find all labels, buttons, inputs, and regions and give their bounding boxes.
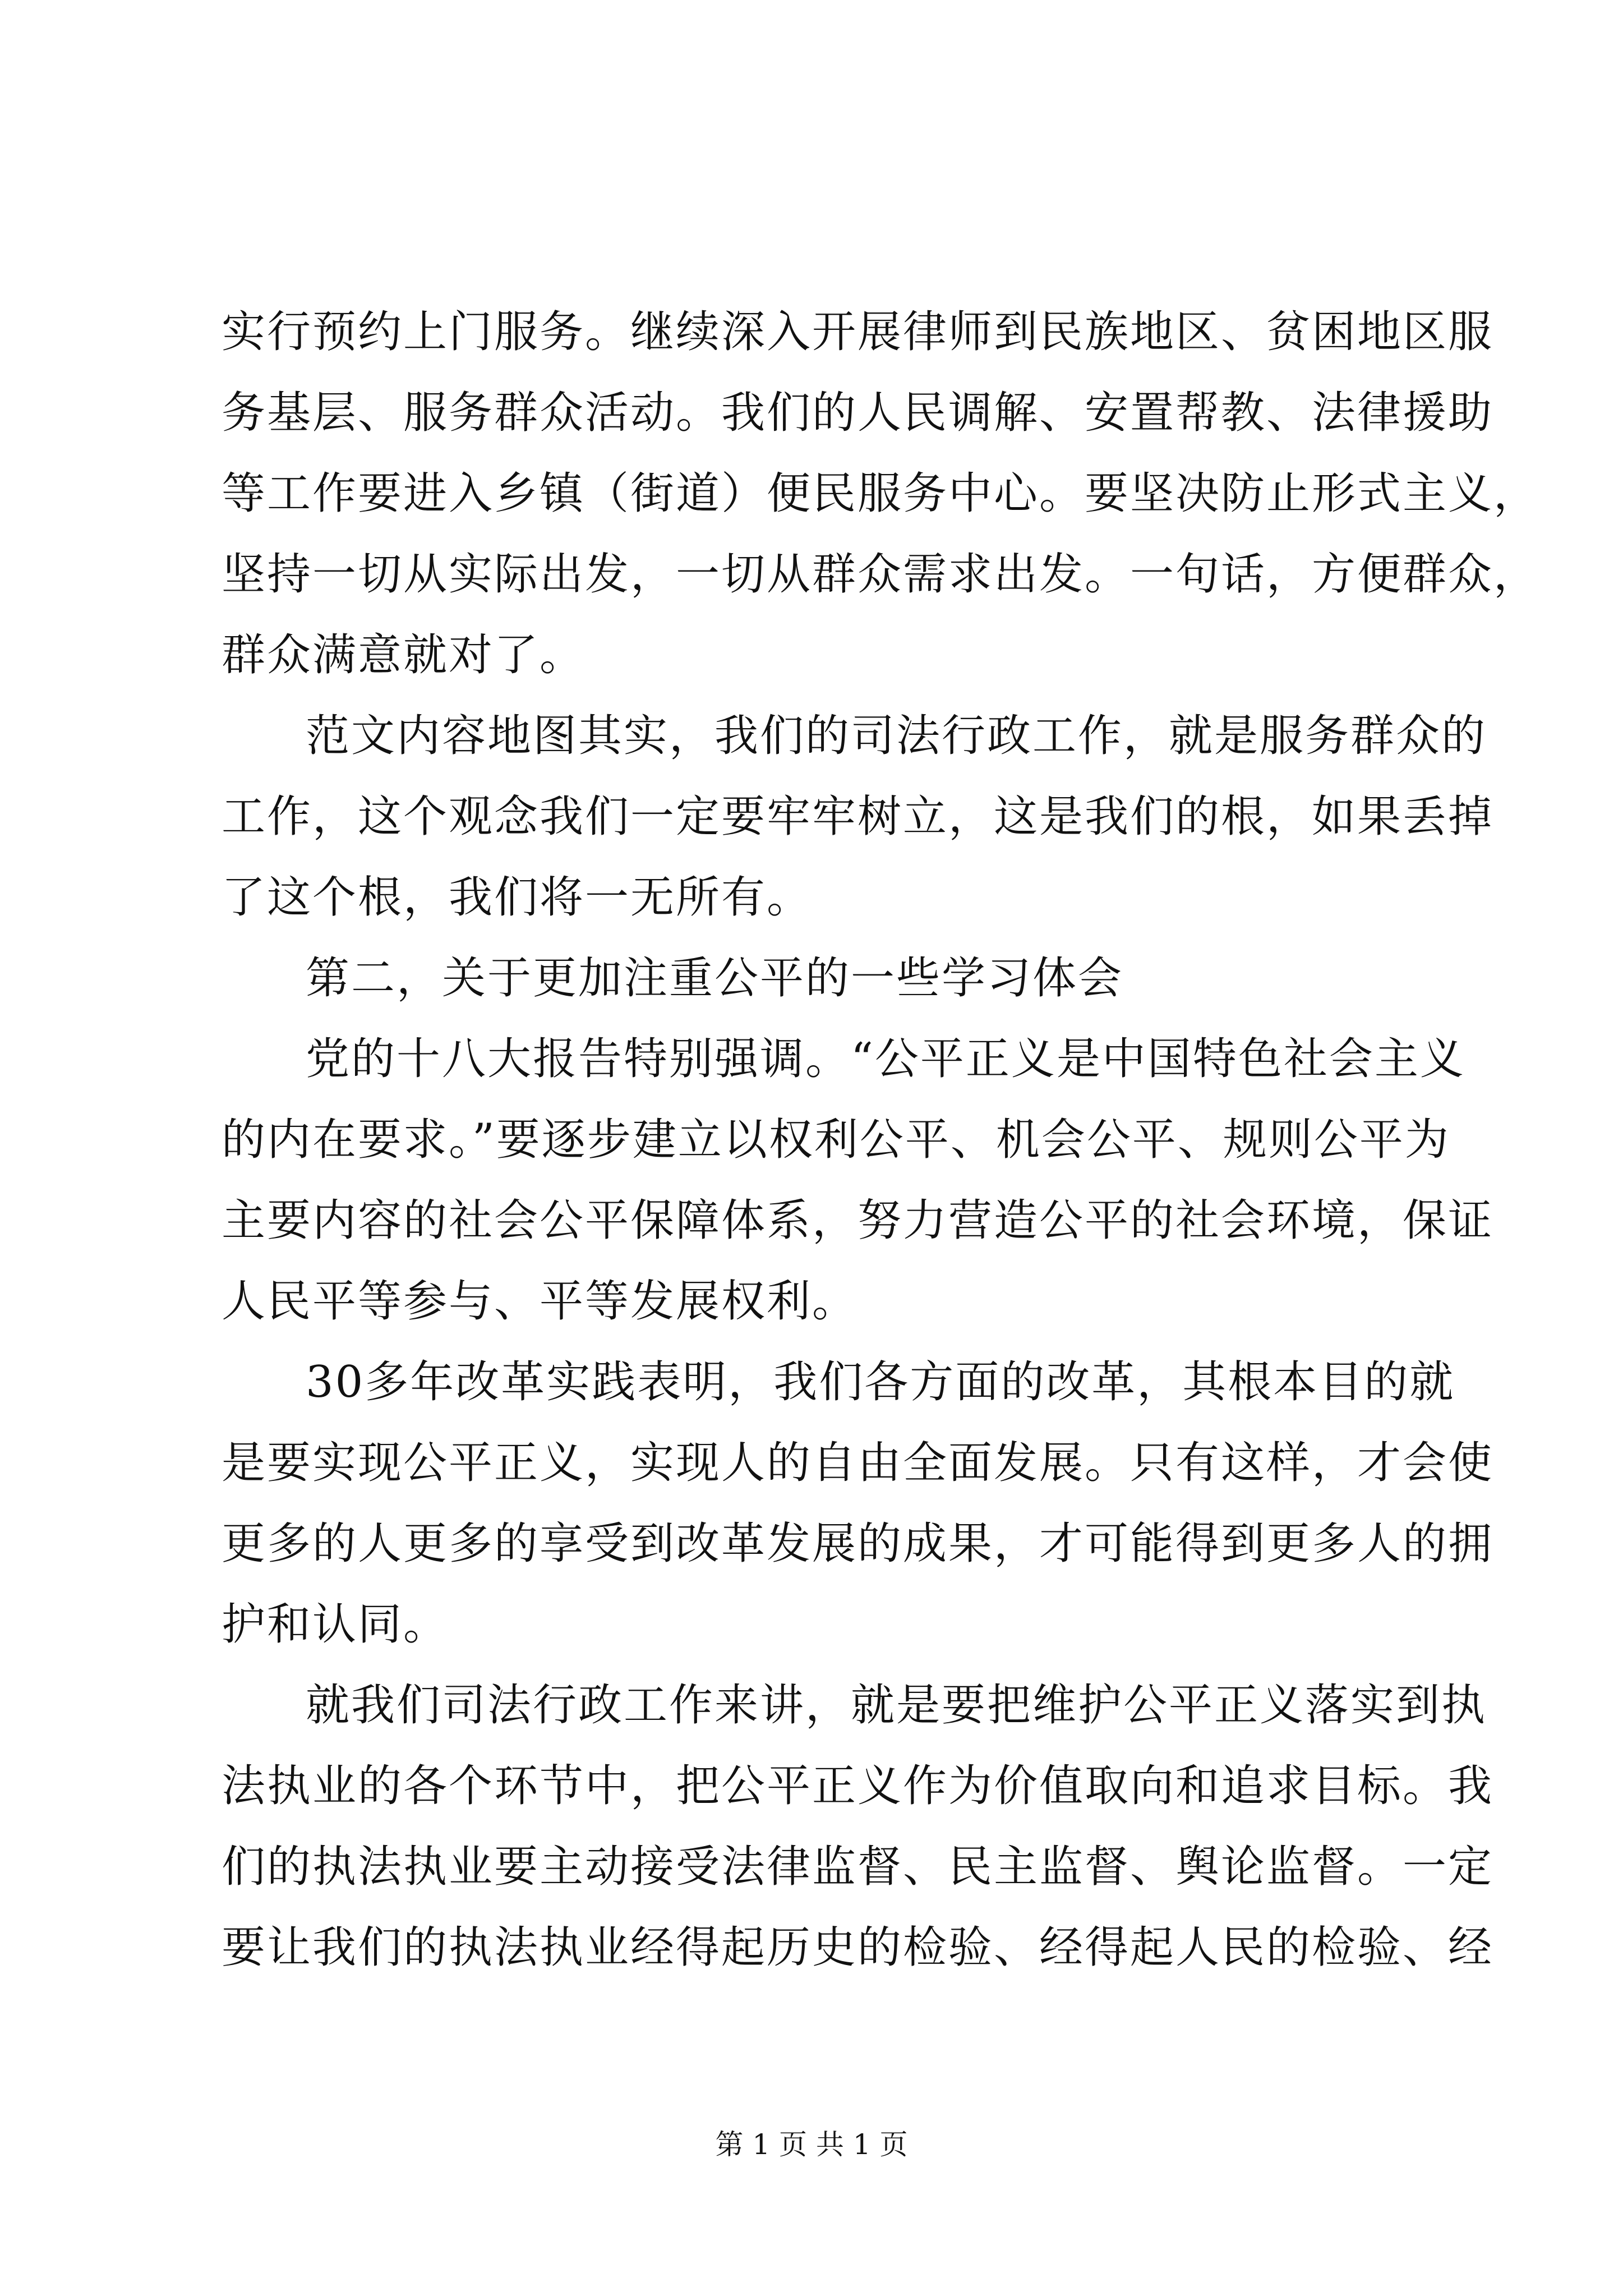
paragraph-4-line-1: 党的十八大报告特别强调。“公平正义是中国特色社会主义 xyxy=(306,1034,1465,1084)
paragraph-4-line-3: 主要内容的社会公平保障体系，努力营造公平的社会环境，保证 xyxy=(222,1195,1494,1246)
paragraph-1-line-1: 实行预约上门服务。继续深入开展律师到民族地区、贫困地区服 xyxy=(222,307,1494,357)
paragraph-2-line-3: 了这个根，我们将一无所有。 xyxy=(222,872,813,923)
section-heading: 第二，关于更加注重公平的一些学习体会 xyxy=(306,953,1124,1004)
paragraph-4-line-2: 的内在要求。”要逐步建立以权利公平、机会公平、规则公平为 xyxy=(222,1115,1450,1165)
paragraph-5-line-1: 30多年改革实践表明，我们各方面的改革，其根本目的就 xyxy=(306,1357,1455,1407)
paragraph-1-line-3: 等工作要进入乡镇（街道）便民服务中心。要坚决防止形式主义， xyxy=(222,468,1539,519)
paragraph-6-line-4: 要让我们的执法执业经得起历史的检验、经得起人民的检验、经 xyxy=(222,1922,1494,1973)
paragraph-6-line-1: 就我们司法行政工作来讲，就是要把维护公平正义落实到执 xyxy=(306,1680,1487,1731)
paragraph-1-line-4: 坚持一切从实际出发，一切从群众需求出发。一句话，方便群众， xyxy=(222,549,1539,600)
paragraph-5-line-4: 护和认同。 xyxy=(222,1599,449,1650)
document-body xyxy=(222,292,1539,1988)
paragraph-2-line-1: 范文内容地图其实，我们的司法行政工作，就是服务群众的 xyxy=(306,711,1487,761)
paragraph-6-line-2: 法执业的各个环节中，把公平正义作为价值取向和追求目标。我 xyxy=(222,1761,1494,1811)
paragraph-6-line-3: 们的执法执业要主动接受法律监督、民主监督、舆论监督。一定 xyxy=(222,1842,1494,1892)
page-number-footer: 第 1 页 共 1 页 xyxy=(715,2128,908,2161)
paragraph-1-line-2: 务基层、服务群众活动。我们的人民调解、安置帮教、法律援助 xyxy=(222,388,1494,438)
paragraph-5-line-2: 是要实现公平正义，实现人的自由全面发展。只有这样，才会使 xyxy=(222,1438,1494,1488)
paragraph-4-line-4: 人民平等参与、平等发展权利。 xyxy=(222,1276,858,1327)
paragraph-1-line-5: 群众满意就对了。 xyxy=(222,630,585,680)
paragraph-5-line-3: 更多的人更多的享受到改革发展的成果，才可能得到更多人的拥 xyxy=(222,1519,1494,1569)
paragraph-2-line-2: 工作，这个观念我们一定要牢牢树立，这是我们的根，如果丢掉 xyxy=(222,792,1494,842)
